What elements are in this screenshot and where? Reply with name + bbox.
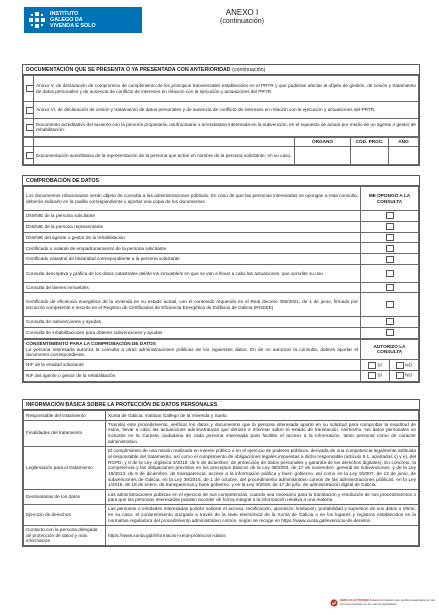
annex-title: ANEXO I (225, 8, 259, 17)
consent-item: NIF de la entidad solicitante (24, 360, 361, 371)
data-check-row (24, 210, 419, 221)
footer-note: Este formulario solo podrá presentarse en las formas previstas en su norma reguladora (340, 598, 435, 606)
data-check-item: Certificado de eficiencia energética de la vivienda en su estado actual, con el contenido requerido en el Real decreto 390/2021, de 1 de junio, firmado por técnico/a competente e inscrito en el Registro de Certificados de Eficiencia Energética de Edificios de Galicia (RGEEE) (24, 293, 361, 316)
privacy-row (24, 525, 419, 546)
data-check-row (24, 316, 419, 327)
documentation-section (22, 64, 420, 166)
year-column-header: AÑO (389, 137, 419, 146)
privacy-row (24, 411, 419, 420)
consent-header-row (24, 339, 419, 360)
doc-column-header-row (24, 137, 419, 146)
privacy-row-label: Responsable del tratamiento (24, 411, 106, 420)
oppose-checkbox[interactable] (386, 284, 394, 291)
consent-yes-checkbox[interactable] (368, 372, 376, 379)
xunta-logo-icon (28, 11, 46, 29)
data-check-row (24, 293, 419, 316)
sede-electronica-icon (330, 599, 338, 607)
data-check-item: DNI/NIE del agente o gestor de la rehabilitación (24, 232, 361, 243)
data-check-item: DNI/NIE de la persona solicitante (24, 210, 361, 221)
logo-line-2: GALEGO DA (50, 16, 83, 23)
privacy-row-text: Las personas o entidades interesadas podrán solicitar el acceso, rectificación, oposición, limitación, portabilidad y supresión de sus datos o retirar, en su caso, el consentimiento otorgado a través de la sede electrónica de la Xunta de Galicia o en los lugares y registros establecidos en la normativa reguladora del procedimiento administrativo común, según se recoge en https://www.xunta.gal/exercicio-de-dereitos (106, 505, 419, 526)
footer-brand: SEDE ELECTRÓNICA (340, 598, 372, 602)
doc-item-text: Anexo VI, de declaración de cesión y tratamiento de datos personales y de ausencia de conflicto de intereses en relación con la ejecución y actuaciones del PRTR. (34, 101, 419, 118)
form-page (22, 7, 418, 544)
data-check-item: Consulta de inhabilitaciones para obtener subvenciones y ayudas (24, 327, 361, 338)
yes-label: SÍ (377, 373, 382, 379)
doc-row (24, 76, 419, 101)
data-check-row (24, 327, 419, 338)
privacy-contact-link[interactable]: https://www.xunta.gal/informacion-xeral-proteccion-datos (106, 525, 419, 546)
consent-text: La persona interesada autoriza la consulta a otras administraciones públicas de los siguientes datos. En de no autorizar la consulta, deberá aportar el documento correspondiente. (26, 346, 358, 358)
data-check-row (24, 243, 419, 254)
privacy-row-label: Finalidades del tratamiento (24, 420, 106, 446)
data-check-row (24, 221, 419, 232)
doc-item-text: Anexo V, de declaración de compromiso de cumplimiento de los principios transversales establecidos en el PRTR y que pudieran afectar al objeto de gestión, de cesión y tratamiento de datos personales y de ausencia de conflicto de intereses en relación con la ejecución y actuaciones del PRTR. (34, 76, 419, 101)
oppose-checkbox[interactable] (386, 256, 394, 263)
data-check-item: Certificado o volante de empadronamiento de la persona solicitante (24, 243, 361, 254)
annex-subtitle: (continuación) (220, 17, 264, 25)
page-footer (330, 599, 438, 607)
data-protection-section-title: INFORMACIÓN BÁSICA SOBRE LA PROTECCIÓN DE DATOS PERSONALES (23, 400, 419, 410)
documentation-title-main: DOCUMENTACIÓN QUE SE PRESENTA O YA PRESENTADA CON ANTERIORIDAD (26, 66, 231, 73)
consent-row (24, 360, 419, 371)
documentation-section-title (23, 65, 419, 75)
oppose-checkbox[interactable] (386, 223, 394, 230)
privacy-row-text: El cumplimiento de una misión realizada en interés público o en el ejercicio de poderes públicos, derivada de una competencia legalmente atribuida al responsable del tratamiento, así como el cumplimiento de obligaciones legales impuestas a dicho responsable (artículo 6.1, apartados c) y e), del RGPD, y 8 de la Ley orgánica 3/2018, de 5 de diciembre, de protección de datos personales y garantía de los derechos digitales). En concreto, la competencia y las obligaciones previstas en los preceptos básicos de la Ley 38/2003, de 17 de noviembre, general de subvenciones, y de la Ley 19/2013, de 9 de diciembre, de transparencia, acceso a la información pública y buen gobierno, así como en la Ley 9/2007, de 13 de junio, de subvenciones de Galicia, en la Ley 39/2015, de 1 de octubre, del procedimiento administrativo común de las administraciones públicas, en la Ley 1/2016, de 18 de enero, de transparencia y buen gobierno, y en la Ley 4/2019, de 17 de julio, de administración digital de Galicia. (106, 446, 419, 490)
annex-heading (172, 8, 312, 26)
proc-code-column-header: CÓD. PROC. (351, 137, 389, 146)
data-check-row (24, 265, 419, 282)
data-check-section (22, 175, 420, 383)
documentation-title-suffix: (continuación) (232, 66, 266, 73)
consent-item: NIF del agente o gestor de la rehabilitación (24, 371, 361, 382)
oppose-checkbox[interactable] (386, 212, 394, 219)
data-check-intro-row (24, 187, 419, 210)
oppose-checkbox[interactable] (386, 245, 394, 252)
consent-no-checkbox[interactable] (396, 372, 404, 379)
privacy-row-text: Tramitar este procedimiento, verificar los datos y documentos que la persona interesada aporte en su solicitud para comprobar la exactitud de estos, llevar a cabo las actuaciones administrativas que deriven e informar sobre el estado de tramitación. Asimismo, los datos personales se incluirán en la Carpeta ciudadana de cada persona interesada para facilitar el acceso a la información, tanto personal como de carácter administrativo. (106, 420, 419, 446)
doc-row (24, 119, 419, 136)
proc-code-input[interactable] (351, 146, 389, 164)
doc-row (24, 146, 419, 164)
data-check-intro: Los documentos relacionados serán objeto de consulta a las administraciones públicas. En caso de que las personas interesadas se opongan a esta consulta, deberán indicarlo en la casilla correspondiente y aportar una copia de los documentos. (24, 187, 361, 210)
oppose-checkbox[interactable] (386, 270, 394, 277)
no-label: NO (405, 373, 413, 379)
data-check-row (24, 254, 419, 265)
page-header (22, 7, 418, 47)
consent-no-checkbox[interactable] (396, 362, 404, 369)
data-check-section-title: COMPROBACIÓN DE DATOS (23, 176, 419, 186)
data-check-item: Consulta de bienes inmuebles (24, 282, 361, 293)
data-protection-section (22, 399, 420, 547)
year-input[interactable] (389, 146, 419, 164)
oppose-checkbox[interactable] (386, 234, 394, 241)
oppose-checkbox[interactable] (386, 301, 394, 308)
privacy-row-label: Contacto con la persona delegada de protección de datos y más información (24, 525, 106, 546)
privacy-row (24, 420, 419, 446)
consent-yes-checkbox[interactable] (368, 362, 376, 369)
logo-line-3: VIVENDA E SOLO (50, 23, 96, 30)
consent-row (24, 371, 419, 382)
organ-column-header: ÓRGANO (295, 137, 351, 146)
consent-header-cell (24, 339, 361, 360)
data-check-item: Consulta de subvenciones y ayudas (24, 316, 361, 327)
privacy-row-text: Xunta de Galicia. Instituto Gallego de la Vivienda y Suelo. (106, 411, 419, 420)
oppose-checkbox[interactable] (386, 318, 394, 325)
data-check-row (24, 282, 419, 293)
organ-input[interactable] (295, 146, 351, 164)
privacy-row (24, 505, 419, 526)
privacy-row-label: Destinatarias de los datos (24, 490, 106, 505)
data-check-item: Consulta descriptiva y gráfica de los datos catastrales del/de los inmueble/s en que se van a llevar a cabo las actuaciones, que acredite su uso (24, 265, 361, 282)
consent-title: CONSENTIMIENTO PARA LA COMPROBACIÓN DE DATOS (26, 340, 156, 346)
privacy-row (24, 446, 419, 490)
doc-row (24, 101, 419, 118)
institute-logo (24, 7, 142, 33)
doc-item-text: Documento acreditativo del acuerdo con la persona propietaria, usufructuaria o arrendataria interesada en la subvención, en el supuesto de actuar por medio de un agente o gestor de rehabilitación. (34, 119, 419, 136)
no-label: NO (405, 362, 413, 368)
privacy-row (24, 490, 419, 505)
privacy-row-label: Legitimación para el tratamiento (24, 446, 106, 490)
privacy-row-text: Las administraciones públicas en el ejercicio de sus competencias, cuando sea necesario para la tramitación y resolución de sus procedimientos o para que las personas interesadas puedan acceder de forma integral a la información relativa a una materia. (106, 490, 419, 505)
data-check-item: DNI/NIE de la persona representante (24, 221, 361, 232)
doc-item-text: Documentación acreditativa de la representación de la persona que actúe en nombre de la persona solicitante, en su caso. (34, 146, 295, 164)
authorize-column-header: AUTORIZO LA CONSULTA (360, 339, 418, 360)
footer-note-block (340, 599, 438, 606)
oppose-checkbox[interactable] (386, 329, 394, 336)
oppose-column-header: ME OPONGO A LA CONSULTA (361, 187, 419, 210)
privacy-row-label: Ejercicio de derechos (24, 505, 106, 526)
yes-label: SÍ (377, 362, 382, 368)
data-check-item: Certificado catastral de titularidad correspondiente a la persona solicitante (24, 254, 361, 265)
logo-line-1: INSTITUTO (50, 10, 79, 17)
data-check-row (24, 232, 419, 243)
